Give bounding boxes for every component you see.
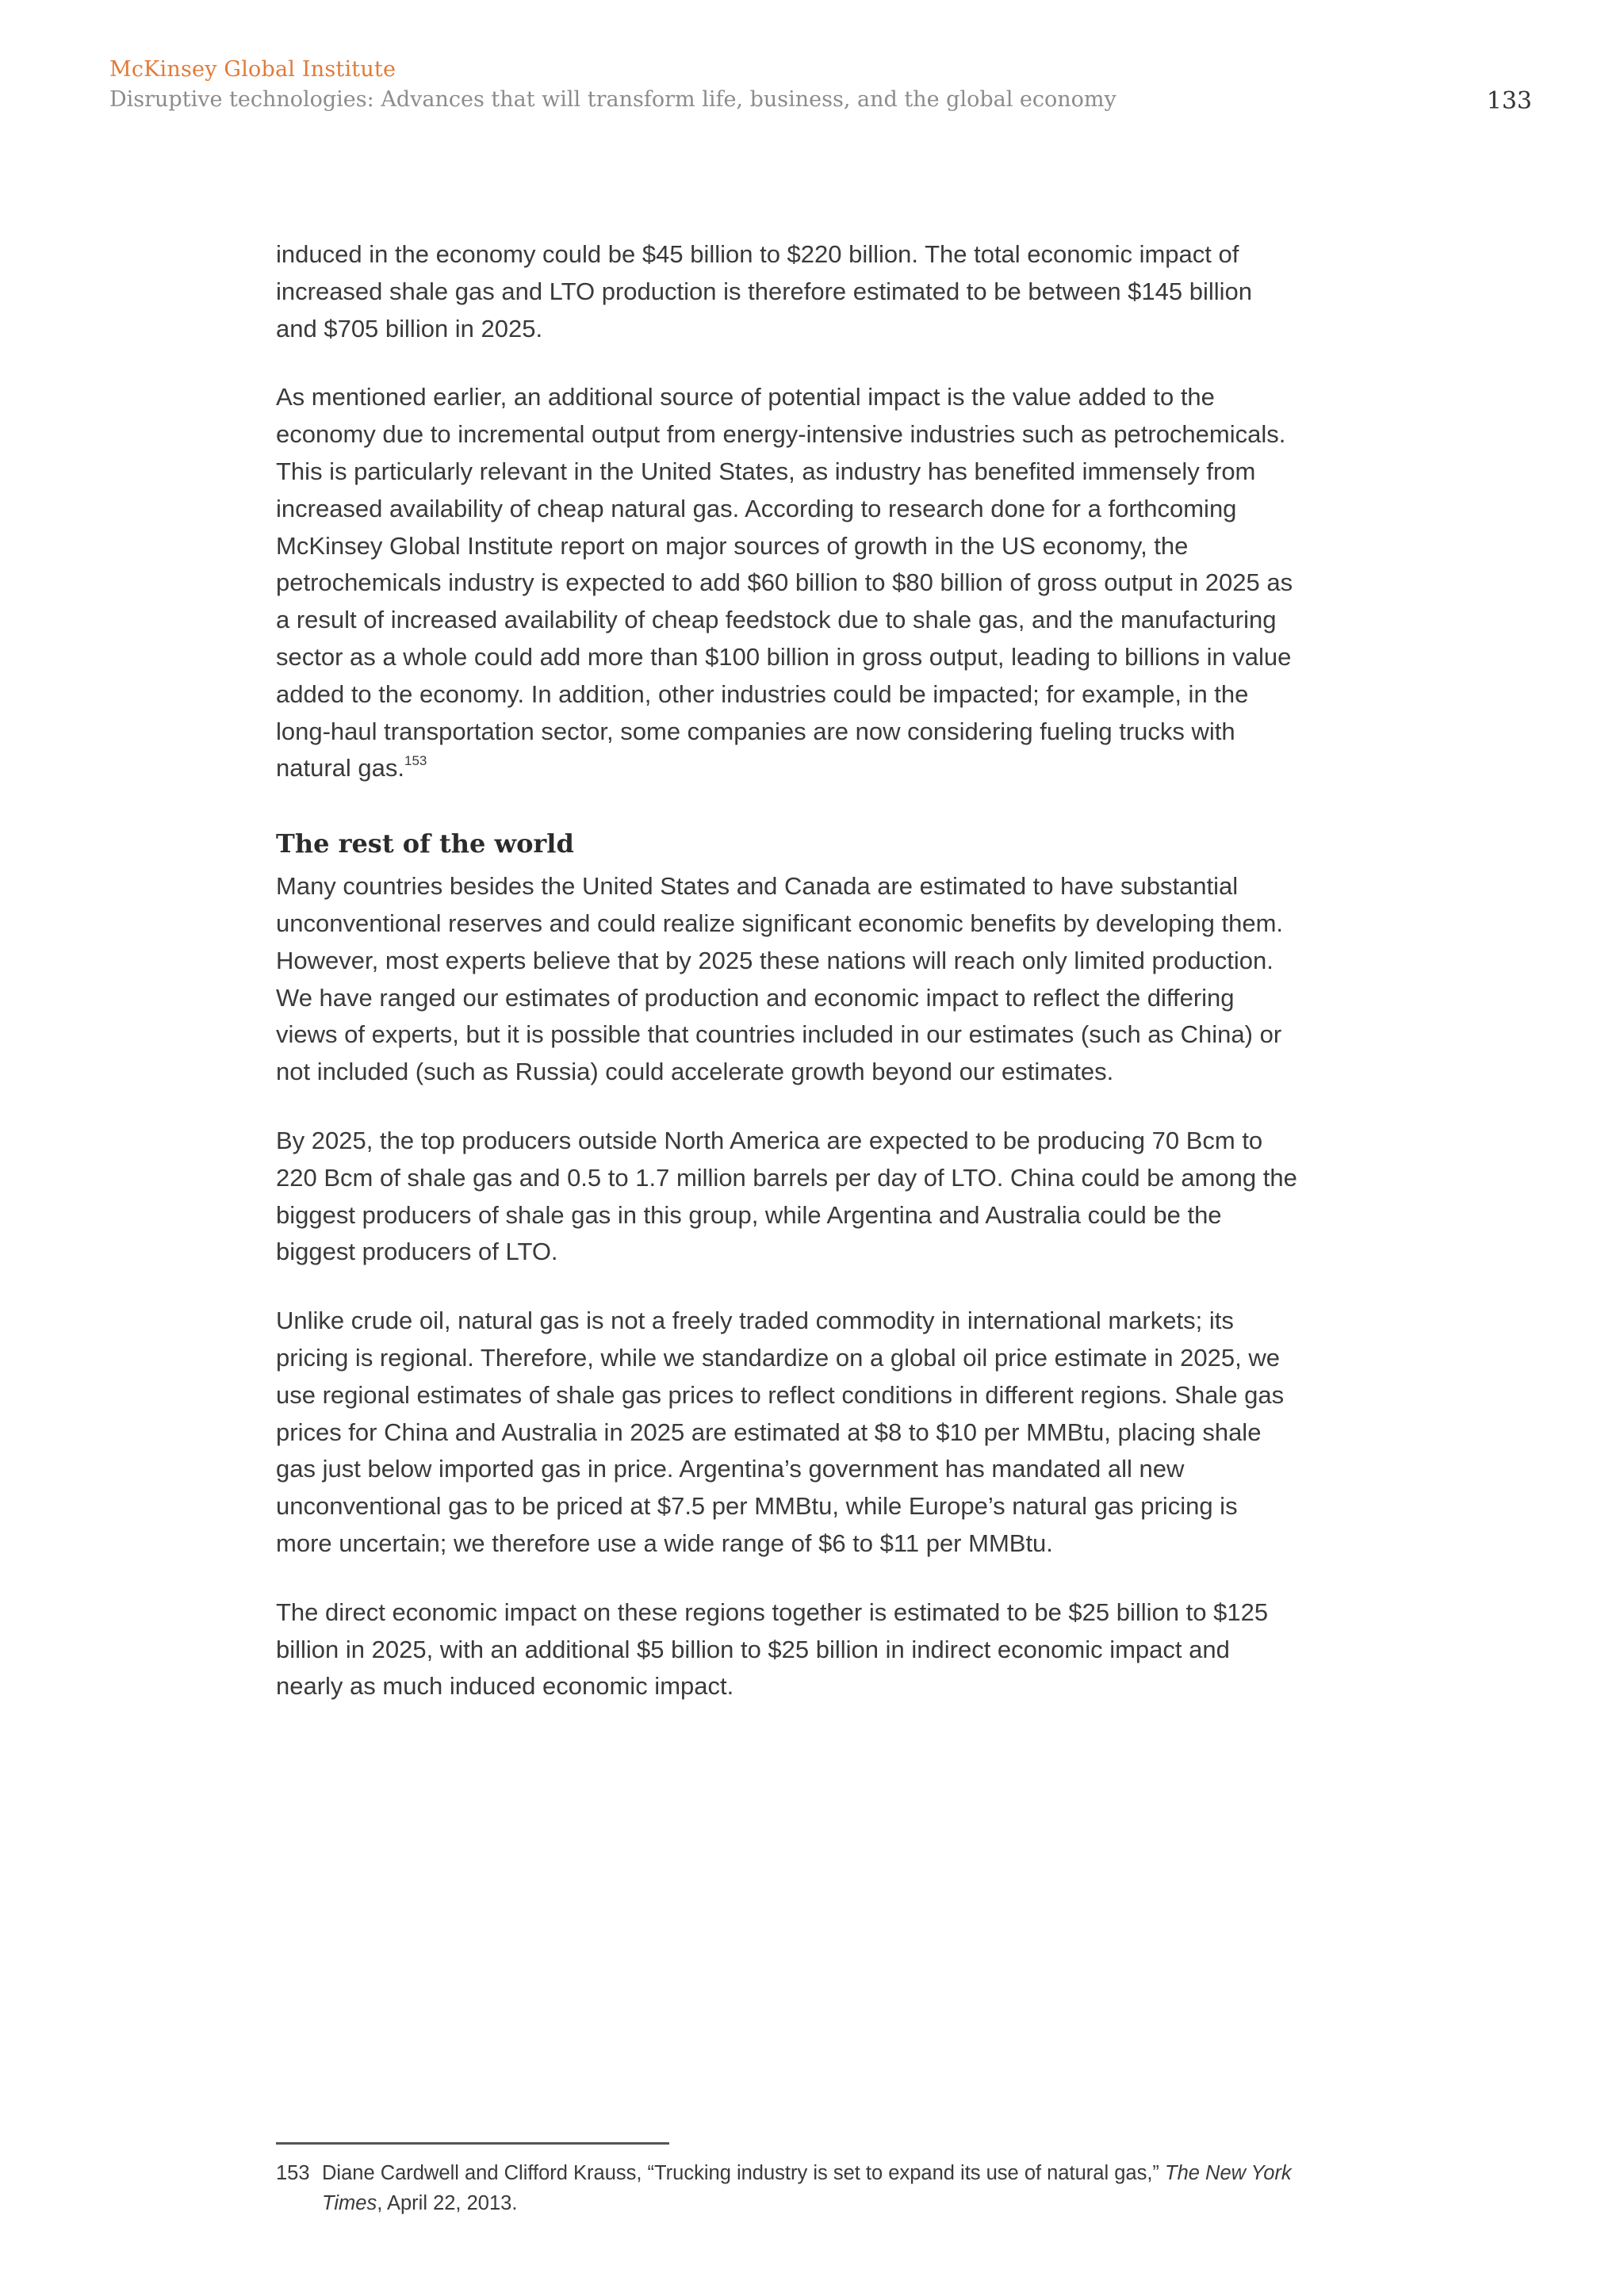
body-paragraph xyxy=(276,379,1299,787)
footnote-date: , April 22, 2013. xyxy=(377,2192,518,2214)
main-content xyxy=(276,236,1299,1737)
footnote-text xyxy=(322,2158,1299,2218)
footnote-reference[interactable]: 153 xyxy=(404,753,427,769)
footnote-publication: The New York Times xyxy=(322,2162,1292,2214)
body-paragraph: The direct economic impact on these regions together is estimated to be $25 billion to $125 billion in 2025, with an additional $5 billion to $25 billion in indirect economic impact and nearly as much induced economic impact. xyxy=(276,1598,1269,1701)
publisher-name: McKinsey Global Institute xyxy=(109,57,396,82)
body-paragraph: Many countries besides the United States and Canada are estimated to have substantial unconventional reserves and could realize significant economic benefits by developing them. However, most experts believe that by 2025 these nations will reach only limited production. We have ranged our estimates of production and economic impact to reflect the differing views of experts, but it is possible that countries included in our estimates (such as China) or not included (such as Russia) could accelerate growth beyond our estimates. xyxy=(276,872,1284,1086)
footnote-citation: Diane Cardwell and Clifford Krauss, “Trucking industry is set to expand its use of natural gas,” xyxy=(322,2162,1165,2184)
body-paragraph: By 2025, the top producers outside North America are expected to be producing 70 Bcm to 220 Bcm of shale gas and 0.5 to 1.7 million barrels per day of LTO. China could be among the biggest producers of shale gas in this group, while Argentina and Australia could be the biggest producers of LTO. xyxy=(276,1126,1297,1266)
page-number: 133 xyxy=(1486,87,1532,115)
report-title: Disruptive technologies: Advances that will transform life, business, and the global economy xyxy=(109,87,1116,112)
paragraph-text: As mentioned earlier, an additional source of potential impact is the value added to the economy due to incremental output from energy-intensive industries such as petrochemicals. This is particularly relevant in the United States, as industry has benefited immensely from increased availability of cheap natural gas. According to research done for a forthcoming McKinsey Global Institute report on major sources of growth in the US economy, the petrochemicals industry is expected to add $60 billion to $80 billion of gross output in 2025 as a result of increased availability of cheap feedstock due to shale gas, and the manufacturing sector as a whole could add more than $100 billion in gross output, leading to billions in value added to the economy. In addition, other industries could be impacted; for example, in the long-haul transportation sector, some companies are now considering fueling trucks with natural gas. xyxy=(276,383,1293,783)
footnote xyxy=(276,2158,1299,2218)
footnote-number: 153 xyxy=(276,2162,310,2184)
section-heading: The rest of the world xyxy=(276,828,574,859)
body-paragraph: Unlike crude oil, natural gas is not a freely traded commodity in international markets; its pricing is regional. Therefore, while we standardize on a global oil price estimate in 2025, we use regional estimates of shale gas prices to reflect conditions in different regions. Shale gas prices for China and Australia in 2025 are estimated at $8 to $10 per MMBtu, placing shale gas just below imported gas in price. Argentina’s government has mandated all new unconventional gas to be priced at $7.5 per MMBtu, while Europe’s natural gas pricing is more uncertain; we therefore use a wide range of $6 to $11 per MMBtu. xyxy=(276,1307,1285,1557)
footnote-divider xyxy=(276,2142,669,2145)
body-paragraph: induced in the economy could be $45 billion to $220 billion. The total economic impact of increased shale gas and LTO production is therefore estimated to be between $145 billion and $705 billion in 2025. xyxy=(276,240,1253,342)
